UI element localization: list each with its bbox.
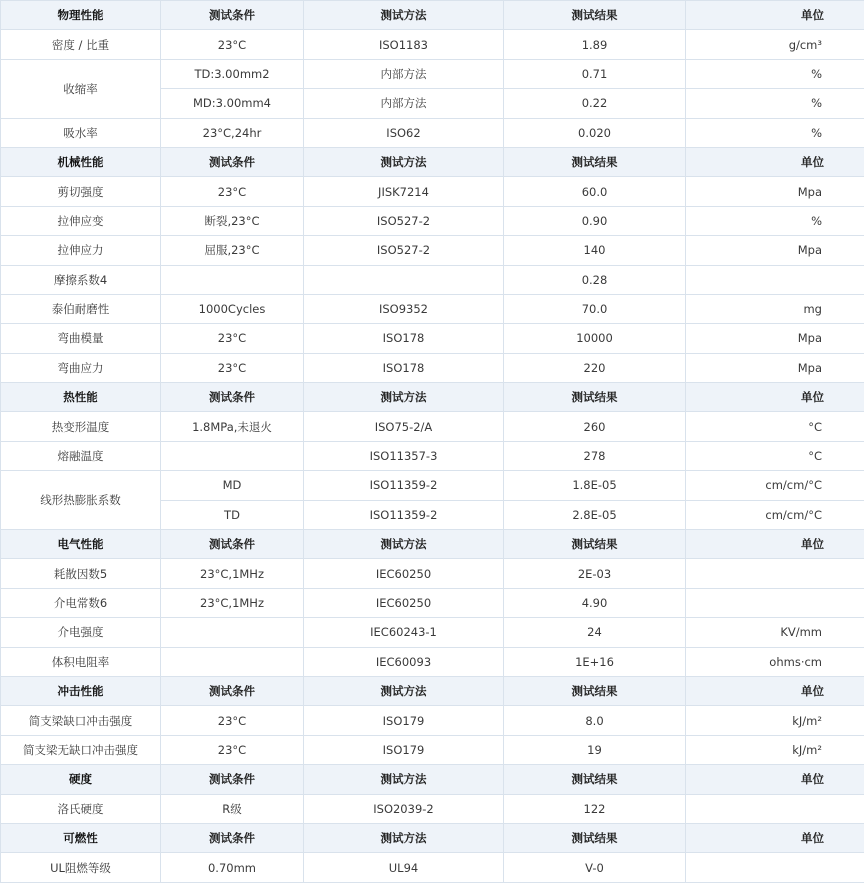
col-header-result: 测试结果 [504, 530, 686, 559]
test-method: ISO11359-2 [304, 471, 504, 500]
section-title: 机械性能 [1, 147, 161, 176]
test-method: ISO11359-2 [304, 500, 504, 529]
col-header-unit: 单位 [686, 147, 864, 176]
test-result: 0.22 [504, 89, 686, 118]
table-row-permittivity [1, 588, 864, 617]
test-method: ISO527-2 [304, 236, 504, 265]
test-method: 内部方法 [304, 59, 504, 88]
property-name: 体积电阻率 [1, 647, 161, 676]
test-condition: 23°C,24hr [161, 118, 304, 147]
col-header-condition: 测试条件 [161, 1, 304, 30]
col-header-result: 测试结果 [504, 765, 686, 794]
test-result: 1.89 [504, 30, 686, 59]
table-row-flexural-modulus [1, 324, 864, 353]
unit: cm/cm/°C [686, 471, 864, 500]
table-row-density [1, 30, 864, 59]
test-method: ISO179 [304, 706, 504, 735]
unit: Mpa [686, 353, 864, 382]
unit: ohms·cm [686, 647, 864, 676]
unit: Mpa [686, 324, 864, 353]
table-row-heat-deflection [1, 412, 864, 441]
table-row-friction [1, 265, 864, 294]
table-row-ul94 [1, 853, 864, 882]
property-name: 剪切强度 [1, 177, 161, 206]
col-header-condition: 测试条件 [161, 676, 304, 705]
unit: g/cm³ [686, 30, 864, 59]
col-header-method: 测试方法 [304, 147, 504, 176]
test-condition: MD:3.00mm4 [161, 89, 304, 118]
table-row-flexural-stress [1, 353, 864, 382]
test-result: 24 [504, 618, 686, 647]
property-name: 拉伸应力 [1, 236, 161, 265]
section-title: 冲击性能 [1, 676, 161, 705]
col-header-result: 测试结果 [504, 823, 686, 852]
test-condition: 1.8MPa,未退火 [161, 412, 304, 441]
table-row-clte-md [1, 471, 864, 500]
col-header-unit: 单位 [686, 383, 864, 412]
table-row-water-absorption [1, 118, 864, 147]
test-condition: 23°C,1MHz [161, 559, 304, 588]
property-name: 线形热膨胀系数 [1, 471, 161, 530]
col-header-unit: 单位 [686, 823, 864, 852]
test-method: IEC60093 [304, 647, 504, 676]
col-header-unit: 单位 [686, 530, 864, 559]
unit: % [686, 59, 864, 88]
test-method: ISO9352 [304, 294, 504, 323]
test-condition: 23°C [161, 30, 304, 59]
property-name: 耗散因数5 [1, 559, 161, 588]
test-condition: 23°C [161, 735, 304, 764]
unit [686, 794, 864, 823]
test-result: 278 [504, 441, 686, 470]
test-condition: TD:3.00mm2 [161, 59, 304, 88]
test-result: 0.020 [504, 118, 686, 147]
test-method: UL94 [304, 853, 504, 882]
col-header-result: 测试结果 [504, 676, 686, 705]
test-condition [161, 618, 304, 647]
section-title: 电气性能 [1, 530, 161, 559]
table-row-taber-abrasion [1, 294, 864, 323]
test-method: ISO75-2/A [304, 412, 504, 441]
property-name: 拉伸应变 [1, 206, 161, 235]
property-name: 洛氏硬度 [1, 794, 161, 823]
section-title: 物理性能 [1, 1, 161, 30]
col-header-method: 测试方法 [304, 530, 504, 559]
section-header-thermal [1, 383, 864, 412]
unit: Mpa [686, 236, 864, 265]
section-title: 热性能 [1, 383, 161, 412]
section-header-electrical [1, 530, 864, 559]
unit: kJ/m² [686, 706, 864, 735]
col-header-method: 测试方法 [304, 823, 504, 852]
test-result: 19 [504, 735, 686, 764]
test-condition [161, 441, 304, 470]
col-header-condition: 测试条件 [161, 823, 304, 852]
section-header-impact [1, 676, 864, 705]
test-result: 10000 [504, 324, 686, 353]
test-condition: 屈服,23°C [161, 236, 304, 265]
col-header-unit: 单位 [686, 676, 864, 705]
property-name: UL阻燃等级 [1, 853, 161, 882]
test-result: 0.90 [504, 206, 686, 235]
col-header-unit: 单位 [686, 1, 864, 30]
test-method: IEC60243-1 [304, 618, 504, 647]
property-name: 吸水率 [1, 118, 161, 147]
test-method: ISO62 [304, 118, 504, 147]
property-name: 密度 / 比重 [1, 30, 161, 59]
test-condition: MD [161, 471, 304, 500]
unit: °C [686, 412, 864, 441]
test-method: ISO1183 [304, 30, 504, 59]
test-method: ISO178 [304, 324, 504, 353]
table-row-melting-temp [1, 441, 864, 470]
property-name: 收缩率 [1, 59, 161, 118]
property-name: 简支梁缺口冲击强度 [1, 706, 161, 735]
test-condition: 23°C [161, 353, 304, 382]
test-condition: 23°C [161, 706, 304, 735]
test-result: 0.28 [504, 265, 686, 294]
test-condition: 23°C [161, 324, 304, 353]
col-header-condition: 测试条件 [161, 147, 304, 176]
col-header-condition: 测试条件 [161, 383, 304, 412]
section-header-flammability [1, 823, 864, 852]
table-row-dielectric-strength [1, 618, 864, 647]
test-method: JISK7214 [304, 177, 504, 206]
table-row-charpy-unnotched [1, 735, 864, 764]
table-row-shrinkage-td [1, 59, 864, 88]
test-method: ISO527-2 [304, 206, 504, 235]
test-condition [161, 647, 304, 676]
col-header-result: 测试结果 [504, 147, 686, 176]
test-result: 2.8E-05 [504, 500, 686, 529]
test-result: 0.71 [504, 59, 686, 88]
property-name: 弯曲应力 [1, 353, 161, 382]
unit: cm/cm/°C [686, 500, 864, 529]
col-header-method: 测试方法 [304, 1, 504, 30]
property-name: 介电强度 [1, 618, 161, 647]
test-condition: 1000Cycles [161, 294, 304, 323]
col-header-unit: 单位 [686, 765, 864, 794]
unit [686, 559, 864, 588]
test-method: ISO2039-2 [304, 794, 504, 823]
unit: KV/mm [686, 618, 864, 647]
col-header-result: 测试结果 [504, 1, 686, 30]
test-method: IEC60250 [304, 588, 504, 617]
table-row-rockwell [1, 794, 864, 823]
test-method: ISO178 [304, 353, 504, 382]
test-condition: TD [161, 500, 304, 529]
test-result: 2E-03 [504, 559, 686, 588]
test-method: ISO11357-3 [304, 441, 504, 470]
test-result: 60.0 [504, 177, 686, 206]
property-name: 介电常数6 [1, 588, 161, 617]
unit [686, 588, 864, 617]
section-title: 可燃性 [1, 823, 161, 852]
test-result: 140 [504, 236, 686, 265]
test-condition: 0.70mm [161, 853, 304, 882]
col-header-method: 测试方法 [304, 676, 504, 705]
property-name: 弯曲模量 [1, 324, 161, 353]
table-row-dissipation [1, 559, 864, 588]
section-title: 硬度 [1, 765, 161, 794]
table-row-volume-resistivity [1, 647, 864, 676]
test-condition [161, 265, 304, 294]
test-result: 260 [504, 412, 686, 441]
property-name: 摩擦系数4 [1, 265, 161, 294]
test-result: 8.0 [504, 706, 686, 735]
col-header-condition: 测试条件 [161, 765, 304, 794]
col-header-condition: 测试条件 [161, 530, 304, 559]
section-header-mechanical [1, 147, 864, 176]
unit [686, 853, 864, 882]
property-name: 热变形温度 [1, 412, 161, 441]
test-result: V-0 [504, 853, 686, 882]
property-name: 泰伯耐磨性 [1, 294, 161, 323]
test-result: 70.0 [504, 294, 686, 323]
unit: kJ/m² [686, 735, 864, 764]
unit: % [686, 89, 864, 118]
section-header-hardness [1, 765, 864, 794]
property-name: 熔融温度 [1, 441, 161, 470]
test-condition: 23°C [161, 177, 304, 206]
unit: % [686, 206, 864, 235]
test-method: 内部方法 [304, 89, 504, 118]
test-condition: 23°C,1MHz [161, 588, 304, 617]
table-row-charpy-notched [1, 706, 864, 735]
test-method [304, 265, 504, 294]
section-header-physical [1, 1, 864, 30]
test-result: 1E+16 [504, 647, 686, 676]
unit: °C [686, 441, 864, 470]
test-result: 4.90 [504, 588, 686, 617]
test-result: 1.8E-05 [504, 471, 686, 500]
col-header-method: 测试方法 [304, 383, 504, 412]
test-method: ISO179 [304, 735, 504, 764]
property-name: 简支梁无缺口冲击强度 [1, 735, 161, 764]
test-result: 122 [504, 794, 686, 823]
unit: mg [686, 294, 864, 323]
table-row-shear-strength [1, 177, 864, 206]
test-method: IEC60250 [304, 559, 504, 588]
unit [686, 265, 864, 294]
test-condition: R级 [161, 794, 304, 823]
col-header-result: 测试结果 [504, 383, 686, 412]
unit: % [686, 118, 864, 147]
unit: Mpa [686, 177, 864, 206]
table-row-tensile-stress [1, 236, 864, 265]
test-condition: 断裂,23°C [161, 206, 304, 235]
test-result: 220 [504, 353, 686, 382]
table-row-tensile-strain [1, 206, 864, 235]
col-header-method: 测试方法 [304, 765, 504, 794]
